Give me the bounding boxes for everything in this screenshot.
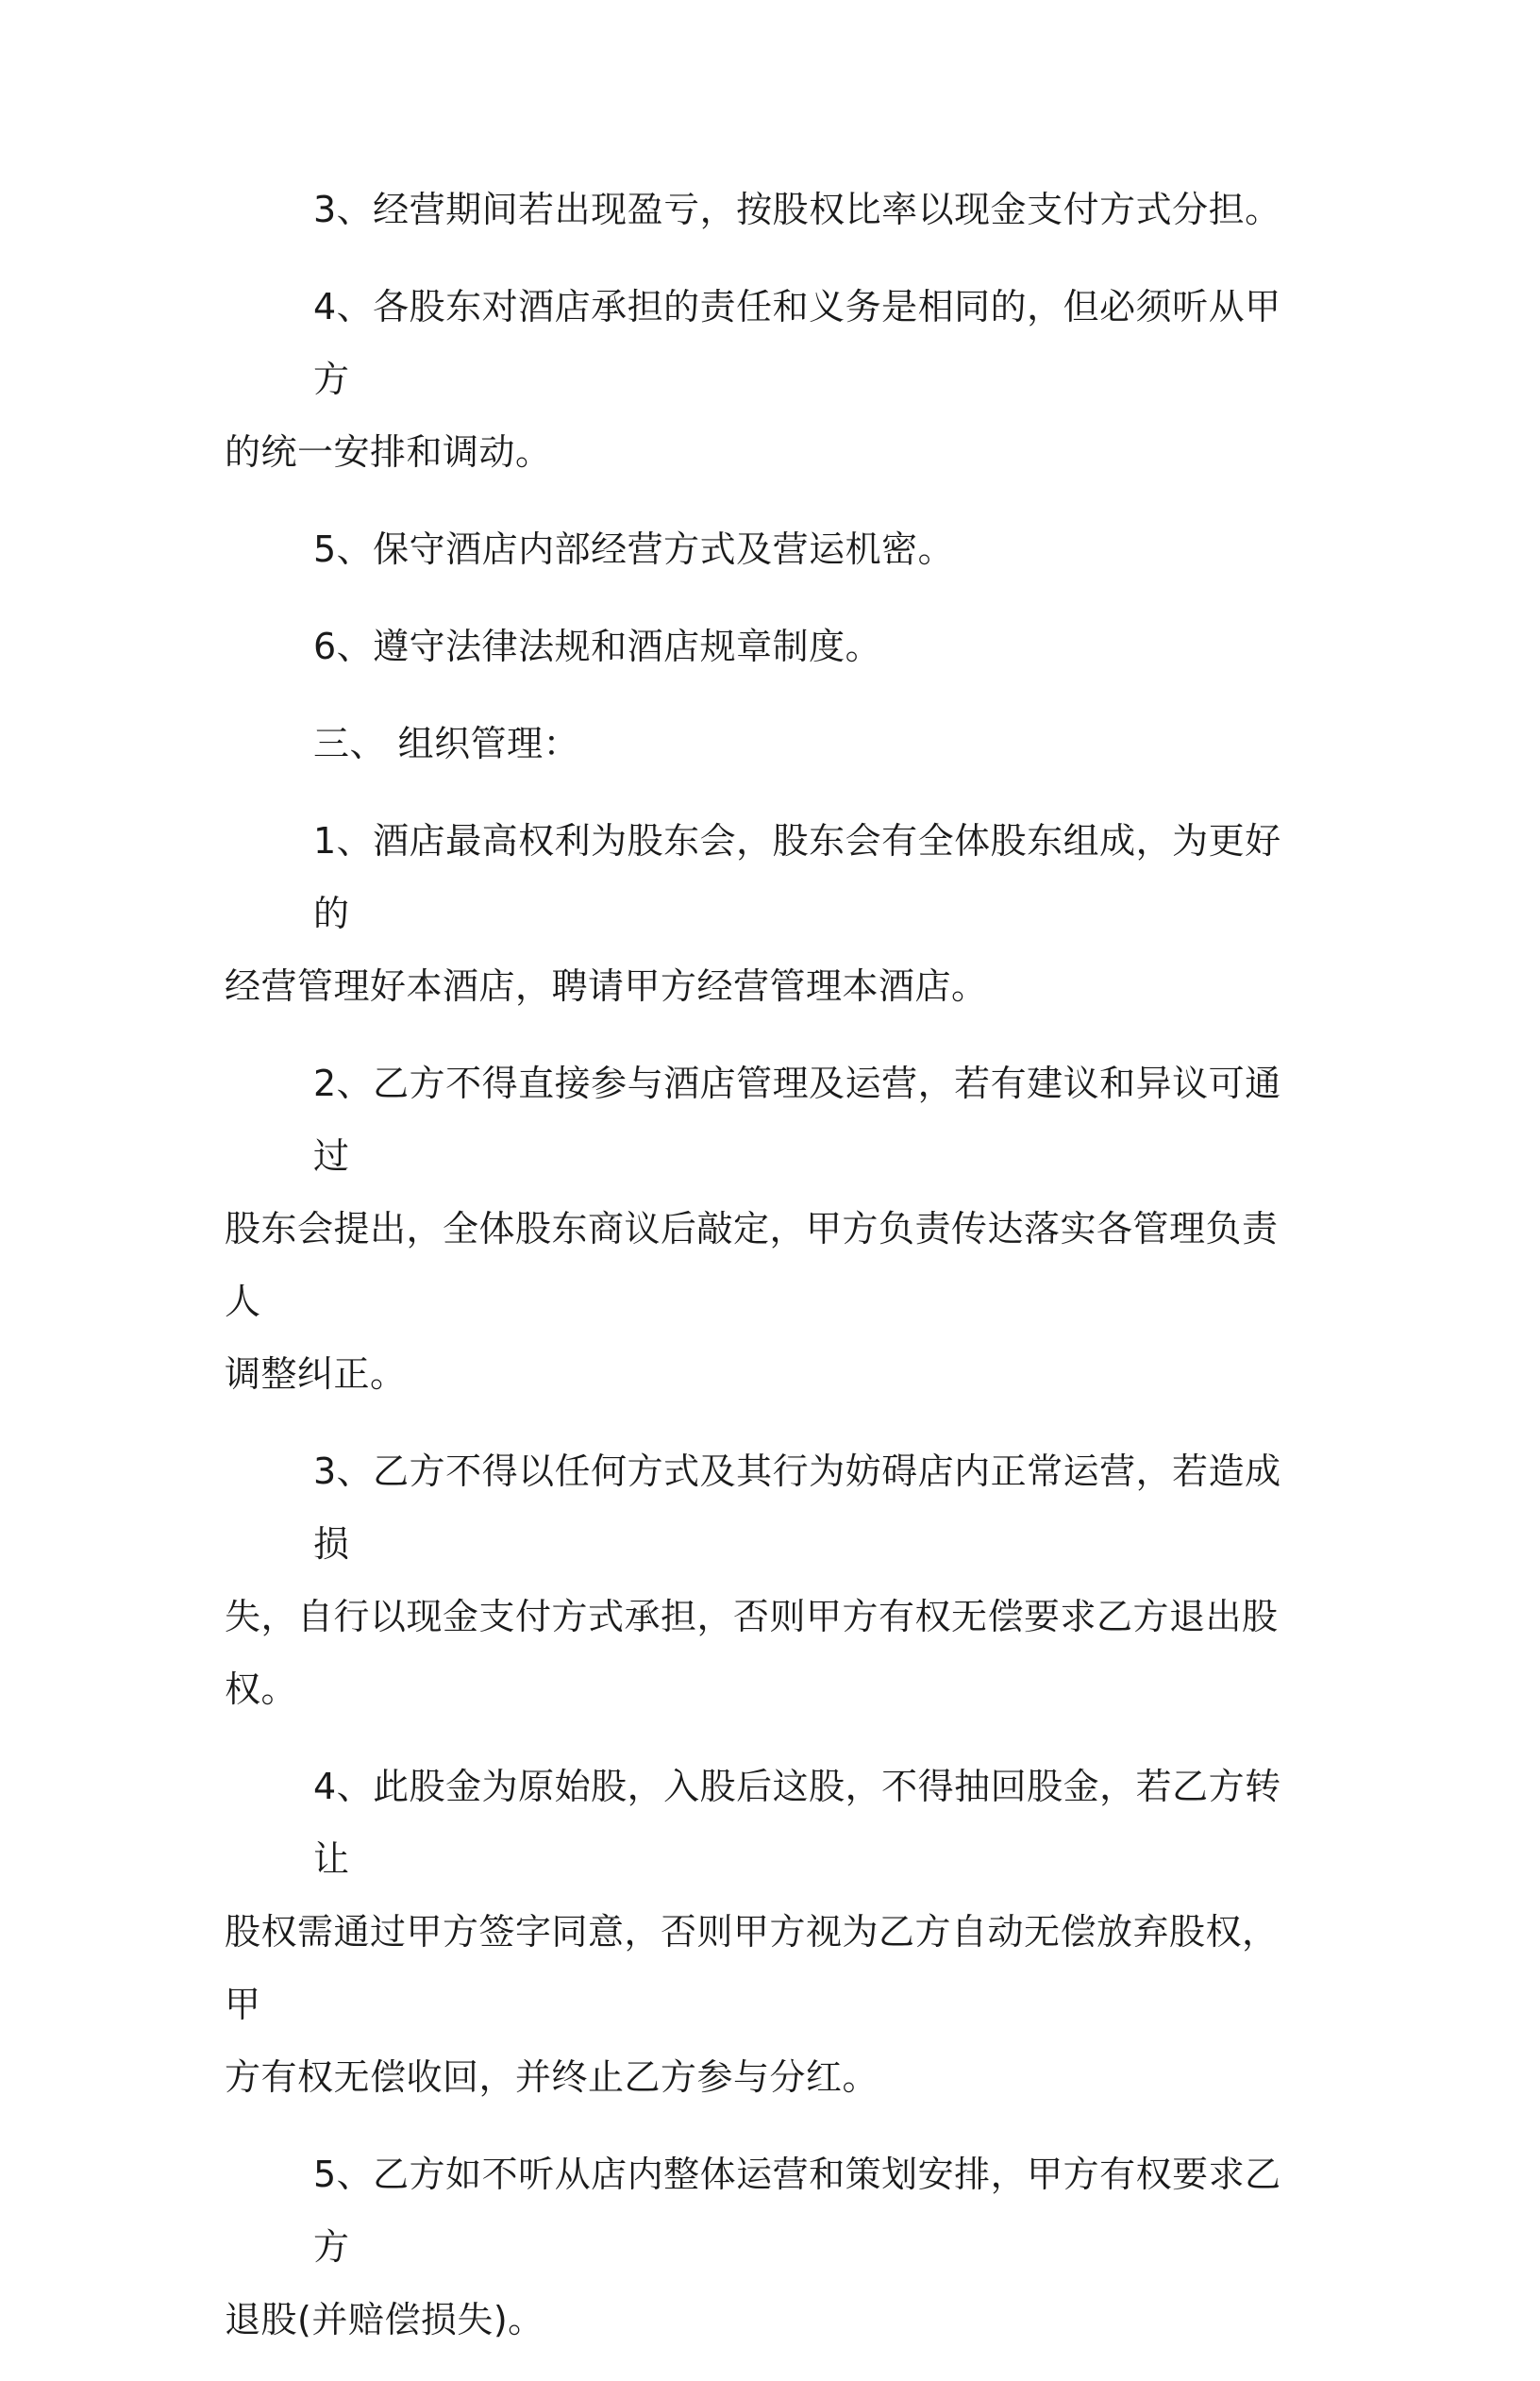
text-line: 的统一安排和调动。 [225, 431, 552, 473]
paragraph [225, 611, 1300, 683]
text-line: 4、各股东对酒店承担的责任和义务是相同的，但必须听从甲方 [313, 286, 1281, 400]
paragraph [225, 1048, 1300, 1411]
text-line: 3、乙方不得以任何方式及其行为妨碍店内正常运营，若造成损 [313, 1450, 1281, 1565]
text-line: 方有权无偿收回，并终止乙方参与分红。 [225, 2056, 879, 2098]
paragraph [225, 1435, 1300, 1726]
heading-text: 三、 组织管理： [313, 723, 580, 764]
text-line: 股权需通过甲方签字同意，否则甲方视为乙方自动无偿放弃股权，甲 [225, 1911, 1279, 2025]
text-line: 失，自行以现金支付方式承担，否则甲方有权无偿要求乙方退出股权。 [225, 1596, 1279, 1710]
text-line: 5、乙方如不听从店内整体运营和策划安排，甲方有权要求乙方 [313, 2154, 1281, 2268]
text-line: 2、乙方不得直接参与酒店管理及运营，若有建议和异议可通过 [313, 1063, 1281, 1177]
document-body [225, 174, 1300, 2381]
text-line: 5、保守酒店内部经营方式及营运机密。 [313, 528, 955, 570]
text-line: 调整纠正。 [225, 1353, 407, 1395]
text-line: 3、经营期间若出现盈亏，按股权比率以现金支付方式分担。 [313, 189, 1281, 230]
text-line: 1、酒店最高权利为股东会，股东会有全体股东组成，为更好的 [313, 820, 1281, 934]
paragraph [225, 805, 1300, 1023]
text-line: 6、遵守法律法规和酒店规章制度。 [313, 626, 882, 667]
paragraph [225, 513, 1300, 586]
paragraph [225, 174, 1300, 246]
section-heading [225, 708, 1300, 780]
text-line: 4、此股金为原始股，入股后这股，不得抽回股金，若乙方转让 [313, 1766, 1281, 1880]
text-line: 股东会提出，全体股东商议后敲定，甲方负责传达落实各管理负责人 [225, 1208, 1279, 1322]
paragraph [225, 1751, 1300, 2114]
paragraph [225, 2138, 1300, 2356]
text-line: 经营管理好本酒店，聘请甲方经营管理本酒店。 [225, 965, 988, 1007]
text-line: 退股(并赔偿损失)。 [225, 2299, 544, 2340]
paragraph [225, 271, 1300, 489]
